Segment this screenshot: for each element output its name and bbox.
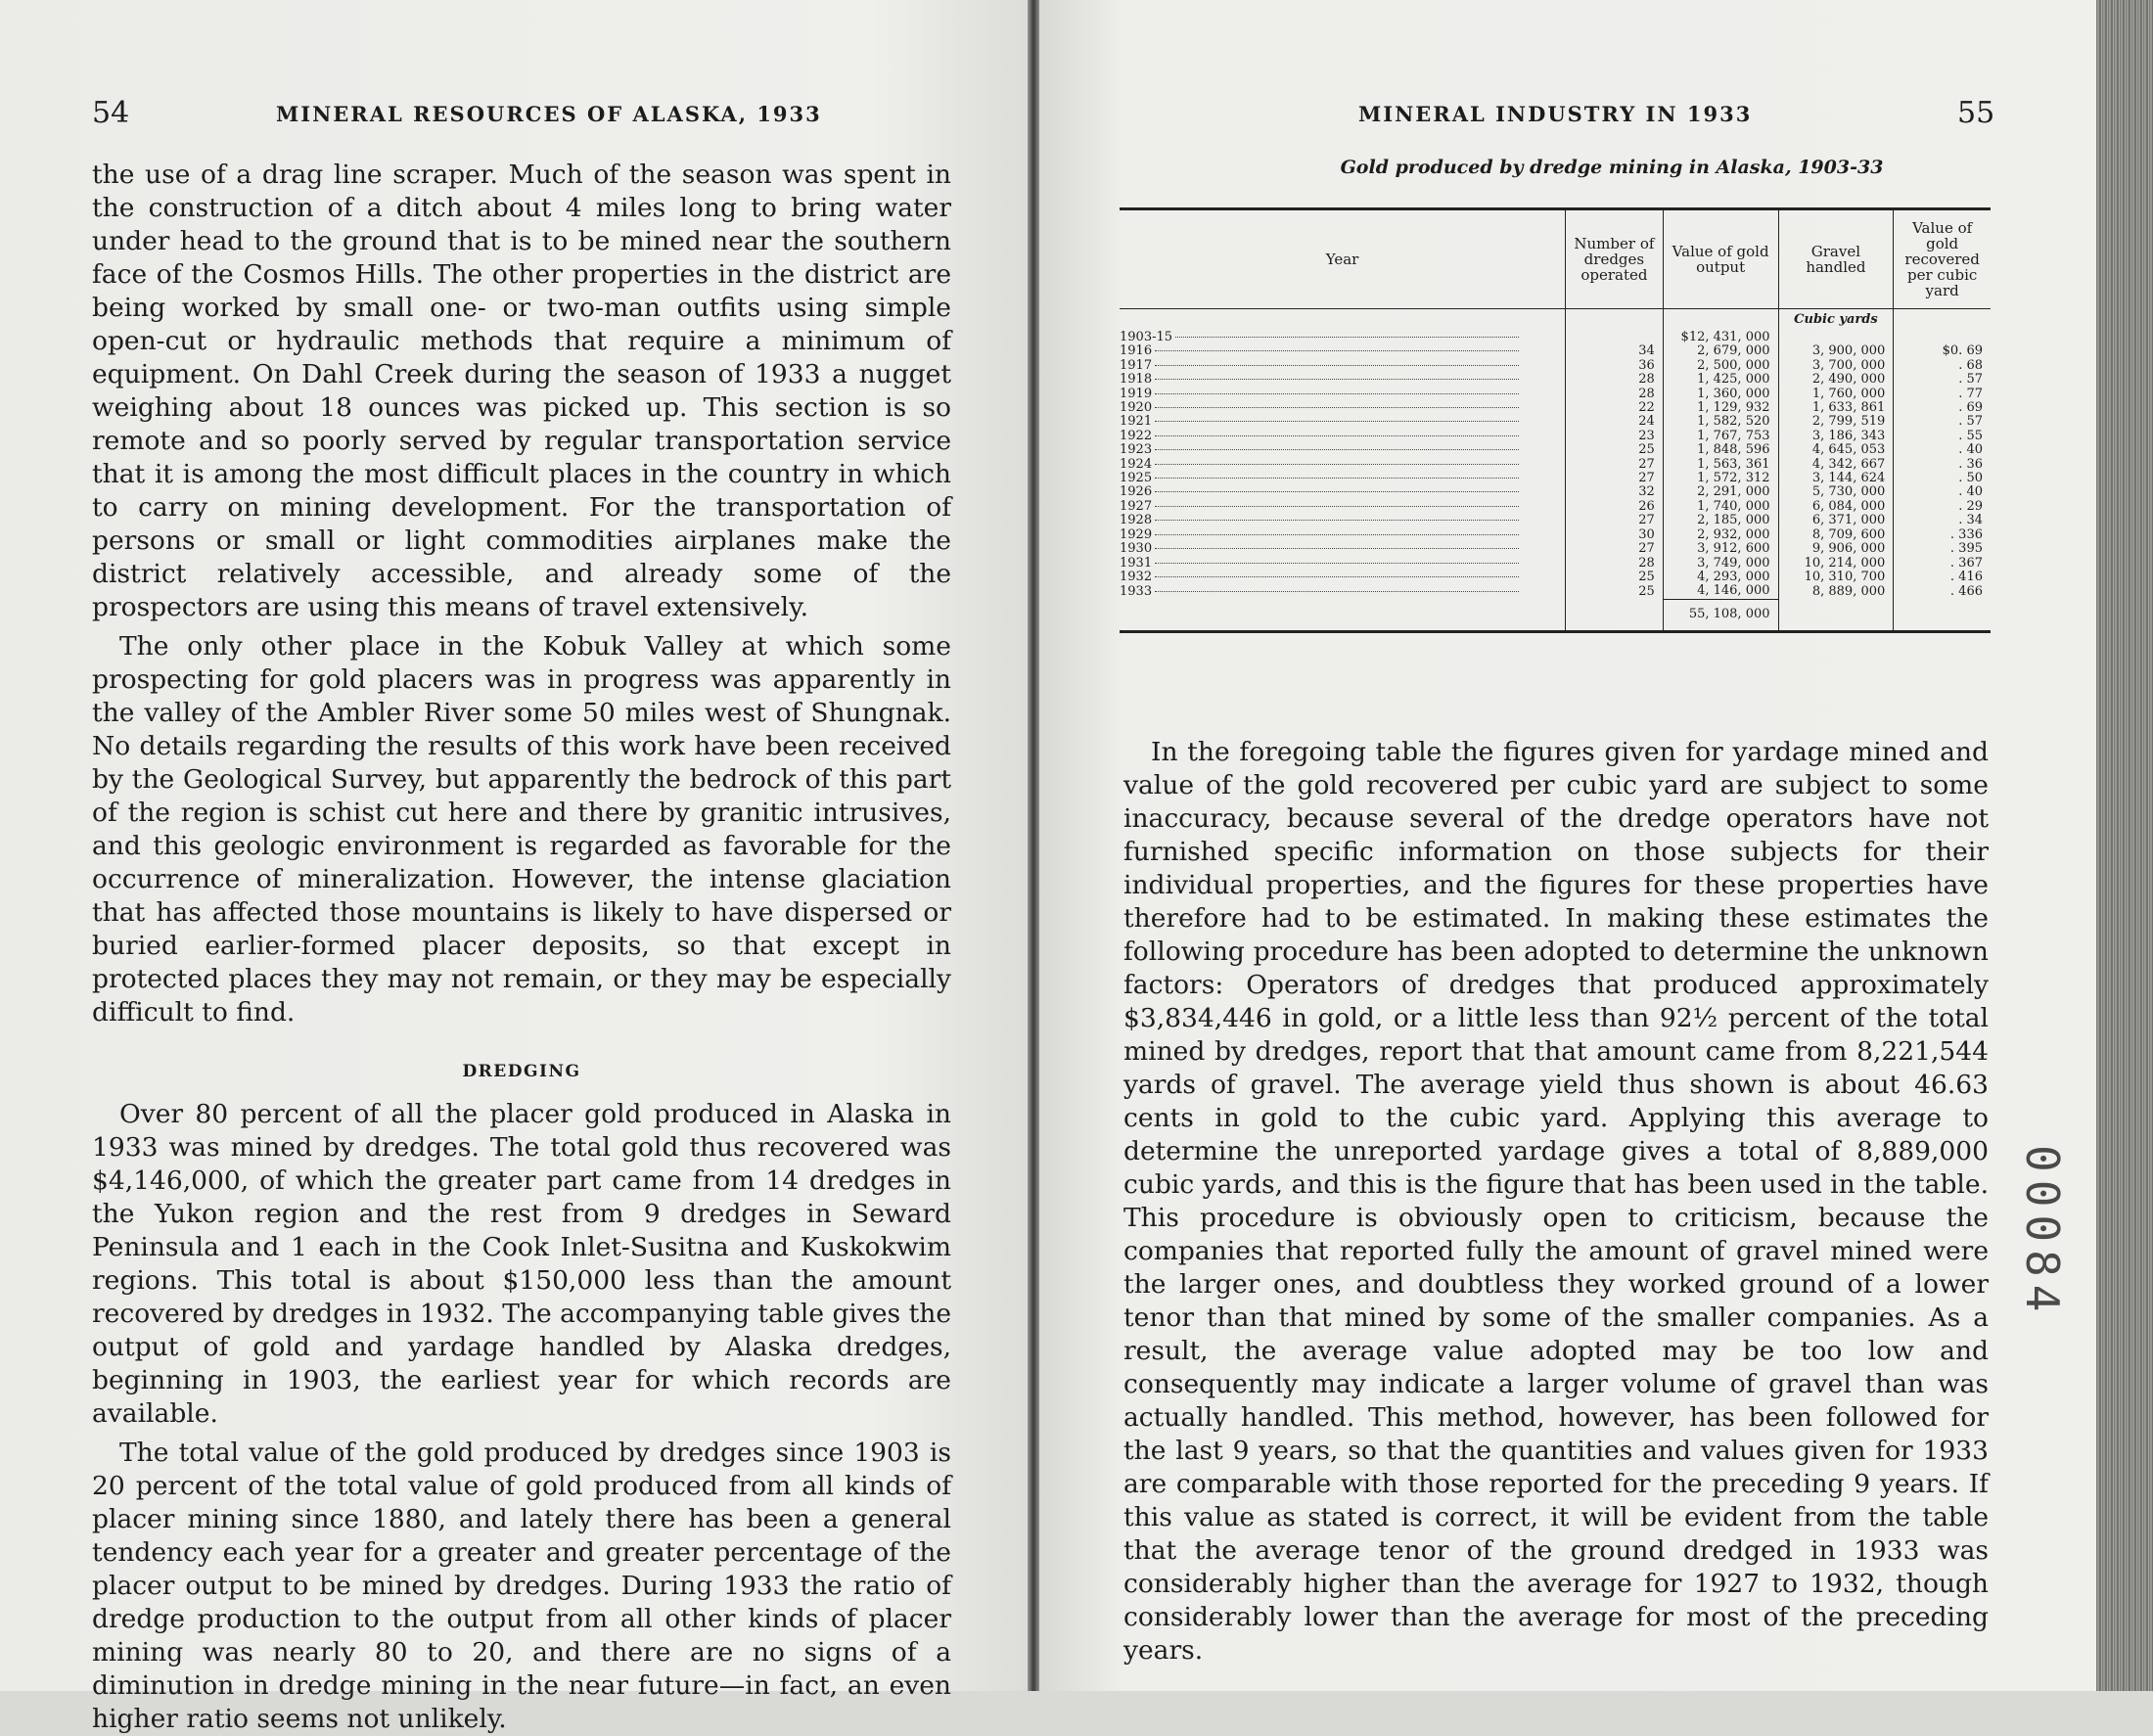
table-row bbox=[1120, 344, 1991, 358]
dot-leader bbox=[1155, 563, 1519, 564]
table-cell: . 69 bbox=[1894, 401, 1991, 415]
table-cell: 2, 490, 000 bbox=[1778, 373, 1894, 387]
table-row bbox=[1120, 584, 1991, 599]
units-cell: Cubic yards bbox=[1778, 309, 1894, 332]
table-cell: 27 bbox=[1566, 514, 1664, 527]
left-page-number: 54 bbox=[92, 96, 130, 130]
gold-dredge-table bbox=[1120, 207, 1991, 633]
table-cell: 1, 633, 861 bbox=[1778, 401, 1894, 415]
table-cell: 1, 425, 000 bbox=[1663, 373, 1778, 387]
table-cell: 22 bbox=[1566, 401, 1664, 415]
table-cell: 1, 767, 753 bbox=[1663, 430, 1778, 443]
table-row bbox=[1120, 443, 1991, 457]
table-row bbox=[1120, 388, 1991, 401]
table-cell: . 50 bbox=[1894, 472, 1991, 485]
table-cell: . 29 bbox=[1894, 500, 1991, 514]
dot-leader bbox=[1155, 506, 1519, 507]
table-cell: 1, 740, 000 bbox=[1663, 500, 1778, 514]
units-row bbox=[1120, 309, 1991, 332]
table-row bbox=[1120, 415, 1991, 429]
right-page-number: 55 bbox=[1957, 96, 1995, 130]
table-row bbox=[1120, 430, 1991, 443]
table-row bbox=[1120, 359, 1991, 373]
table-row bbox=[1120, 373, 1991, 387]
table-cell: 25 bbox=[1566, 571, 1664, 584]
table-cell: 4, 342, 667 bbox=[1778, 458, 1894, 472]
table-cell: 1, 582, 520 bbox=[1663, 415, 1778, 429]
table-cell: 1, 563, 361 bbox=[1663, 458, 1778, 472]
table-cell: 8, 709, 600 bbox=[1778, 528, 1894, 542]
dot-leader bbox=[1155, 435, 1519, 436]
year-cell: 1903-15 bbox=[1120, 331, 1566, 344]
total-value-cell: 55, 108, 000 bbox=[1663, 599, 1778, 632]
col-header-year: Year bbox=[1120, 209, 1566, 309]
year-cell: 1929 bbox=[1120, 528, 1566, 542]
table-cell: 3, 186, 343 bbox=[1778, 430, 1894, 443]
table-cell: 3, 900, 000 bbox=[1778, 344, 1894, 358]
col-header-value: Value of gold output bbox=[1663, 209, 1778, 309]
table-cell bbox=[1566, 599, 1664, 632]
section-heading: DREDGING bbox=[462, 1062, 581, 1081]
table-cell: 23 bbox=[1566, 430, 1664, 443]
table-row bbox=[1120, 500, 1991, 514]
table-cell: 1, 129, 932 bbox=[1663, 401, 1778, 415]
table-cell bbox=[1894, 309, 1991, 332]
dot-leader bbox=[1155, 478, 1519, 479]
dot-leader bbox=[1155, 548, 1519, 549]
col-header-gravel: Gravel handled bbox=[1778, 209, 1894, 309]
table-cell: 34 bbox=[1566, 344, 1664, 358]
table-cell: . 34 bbox=[1894, 514, 1991, 527]
table-cell: 2, 185, 000 bbox=[1663, 514, 1778, 527]
year-cell: 1933 bbox=[1120, 584, 1566, 599]
col-header-dredges: Number of dredges operated bbox=[1566, 209, 1664, 309]
table-row bbox=[1120, 528, 1991, 542]
table-row bbox=[1120, 331, 1991, 344]
year-cell: 1916 bbox=[1120, 344, 1566, 358]
table-cell: . 57 bbox=[1894, 415, 1991, 429]
table-cell: 25 bbox=[1566, 443, 1664, 457]
table-cell: 2, 291, 000 bbox=[1663, 485, 1778, 499]
table-cell: 4, 146, 000 bbox=[1663, 584, 1778, 599]
table-cell: 1, 360, 000 bbox=[1663, 388, 1778, 401]
table-cell: 1, 848, 596 bbox=[1663, 443, 1778, 457]
dot-leader bbox=[1155, 491, 1519, 492]
dot-leader bbox=[1155, 393, 1519, 394]
table-cell bbox=[1778, 331, 1894, 344]
table-cell: 1, 760, 000 bbox=[1778, 388, 1894, 401]
table-header-row bbox=[1120, 209, 1991, 309]
dot-leader bbox=[1155, 407, 1519, 408]
table-cell: . 416 bbox=[1894, 571, 1991, 584]
table-row bbox=[1120, 458, 1991, 472]
dot-leader bbox=[1155, 379, 1519, 380]
table-cell: 10, 214, 000 bbox=[1778, 557, 1894, 571]
dot-leader bbox=[1155, 591, 1519, 592]
table-row bbox=[1120, 571, 1991, 584]
table-cell bbox=[1778, 599, 1894, 632]
table-cell: . 367 bbox=[1894, 557, 1991, 571]
table-cell: . 466 bbox=[1894, 584, 1991, 599]
table-cell: . 55 bbox=[1894, 430, 1991, 443]
dot-leader bbox=[1155, 520, 1519, 521]
table-row bbox=[1120, 542, 1991, 556]
right-running-head: MINERAL INDUSTRY IN 1933 bbox=[1358, 102, 1753, 126]
table-cell: 3, 912, 600 bbox=[1663, 542, 1778, 556]
table-row bbox=[1120, 485, 1991, 499]
table-cell: 27 bbox=[1566, 542, 1664, 556]
year-cell: 1931 bbox=[1120, 557, 1566, 571]
table-cell: 3, 700, 000 bbox=[1778, 359, 1894, 373]
paragraph: The only other place in the Kobuk Valley at which some prospecting for gold placers was in progress was apparently in the valley of the Ambler River some 50 miles west of Shungnak. No details regarding the results of this work have been received by the Geological Survey, but apparently the bedrock of this part of the region is schist cut here and there by granitic intrusives, and this geologic environment is regarded as favorable for the occurrence of mineralization. However, the intense glaciation that has affected those mountains is likely to have dispersed or buried earlier-formed placer deposits, so that except in protected places they may not remain, or they may be especially difficult to find. bbox=[92, 631, 951, 1028]
table-cell: 25 bbox=[1566, 584, 1664, 599]
table-cell: . 57 bbox=[1894, 373, 1991, 387]
table-row bbox=[1120, 557, 1991, 571]
table-cell: 2, 500, 000 bbox=[1663, 359, 1778, 373]
dot-leader bbox=[1155, 350, 1519, 351]
table-cell: . 336 bbox=[1894, 528, 1991, 542]
left-body bbox=[92, 159, 951, 1736]
year-cell: 1918 bbox=[1120, 373, 1566, 387]
margin-stamp: 00084 bbox=[2016, 1145, 2069, 1320]
table-cell: . 68 bbox=[1894, 359, 1991, 373]
left-running-head: MINERAL RESOURCES OF ALASKA, 1933 bbox=[276, 102, 822, 126]
table-cell: 28 bbox=[1566, 557, 1664, 571]
table-row bbox=[1120, 514, 1991, 527]
table-cell: 3, 144, 624 bbox=[1778, 472, 1894, 485]
table-cell: 28 bbox=[1566, 373, 1664, 387]
table-cell: 2, 932, 000 bbox=[1663, 528, 1778, 542]
table-cell: 2, 679, 000 bbox=[1663, 344, 1778, 358]
dot-leader bbox=[1155, 576, 1519, 577]
dot-leader bbox=[1155, 534, 1519, 535]
year-cell: 1921 bbox=[1120, 415, 1566, 429]
paragraph: the use of a drag line scraper. Much of the season was spent in the construction of a ditch about 4 miles long to bring water under head to the ground that is to be mined near the southern face of the Cosmos Hills. The other properties in the district are being worked by small one- or two-man outfits using simple open-cut or hydraulic methods that require a minimum of equipment. On Dahl Creek during the season of 1933 a nugget weighing about 18 ounces was picked up. This section is so remote and so poorly served by regular transportation service that it is among the most difficult places in the country in which to carry on mining development. For the transportation of persons or small or light commodities airplanes make the district relatively accessible, and already some of the prospectors are using this means of travel extensively. bbox=[92, 160, 951, 622]
table-cell: . 395 bbox=[1894, 542, 1991, 556]
paragraph: The total value of the gold produced by dredges since 1903 is 20 percent of the total value of gold produced from all kinds of placer mining since 1880, and lately there has been a general tendency each year for a greater and greater percentage of the placer output to be mined by dredges. During 1933 the ratio of dredge production to the output from all other kinds of placer mining was nearly 80 to 20, and there are no signs of a diminution in dredge mining in the near future—in fact, an even higher ratio seems not unlikely. bbox=[92, 1438, 951, 1734]
year-cell: 1926 bbox=[1120, 485, 1566, 499]
book-gutter bbox=[1028, 0, 1039, 1691]
year-cell: 1920 bbox=[1120, 401, 1566, 415]
year-cell: 1932 bbox=[1120, 571, 1566, 584]
table-cell: 4, 293, 000 bbox=[1663, 571, 1778, 584]
table-cell: 6, 371, 000 bbox=[1778, 514, 1894, 527]
year-cell: 1930 bbox=[1120, 542, 1566, 556]
dot-leader bbox=[1155, 421, 1519, 422]
table-cell: 27 bbox=[1566, 472, 1664, 485]
table-row bbox=[1120, 472, 1991, 485]
table-cell: 3, 749, 000 bbox=[1663, 557, 1778, 571]
table-cell bbox=[1894, 599, 1991, 632]
table-cell: . 40 bbox=[1894, 485, 1991, 499]
table-cell: . 77 bbox=[1894, 388, 1991, 401]
table-row bbox=[1120, 401, 1991, 415]
year-cell: 1925 bbox=[1120, 472, 1566, 485]
table-cell: 5, 730, 000 bbox=[1778, 485, 1894, 499]
right-body bbox=[1123, 736, 1989, 1667]
table-cell: 32 bbox=[1566, 485, 1664, 499]
table-cell bbox=[1566, 309, 1664, 332]
table-cell: 26 bbox=[1566, 500, 1664, 514]
table-cell: 30 bbox=[1566, 528, 1664, 542]
table-cell bbox=[1566, 331, 1664, 344]
year-cell: 1928 bbox=[1120, 514, 1566, 527]
year-cell: 1927 bbox=[1120, 500, 1566, 514]
table-cell: 36 bbox=[1566, 359, 1664, 373]
paragraph: Over 80 percent of all the placer gold produced in Alaska in 1933 was mined by dredges. The total gold thus recovered was $4,146,000, of which the greater part came from 14 dredges in the Yukon region and the rest from 9 dredges in Seward Peninsula and 1 each in the Cook Inlet-Susitna and Kuskokwim regions. This total is about $150,000 less than the amount recovered by dredges in 1932. The accompanying table gives the output of gold and yardage handled by Alaska dredges, beginning in 1903, the earliest year for which records are available. bbox=[92, 1099, 951, 1429]
table-cell: . 36 bbox=[1894, 458, 1991, 472]
year-cell: 1919 bbox=[1120, 388, 1566, 401]
table-cell: 27 bbox=[1566, 458, 1664, 472]
table-cell: 10, 310, 700 bbox=[1778, 571, 1894, 584]
table-cell bbox=[1663, 309, 1778, 332]
dot-leader bbox=[1175, 337, 1519, 338]
table-caption: Gold produced by dredge mining in Alaska, 1903-33 bbox=[1340, 157, 1884, 178]
dot-leader bbox=[1155, 464, 1519, 465]
table-cell: $12, 431, 000 bbox=[1663, 331, 1778, 344]
table-cell: $0. 69 bbox=[1894, 344, 1991, 358]
table-cell: 24 bbox=[1566, 415, 1664, 429]
year-cell: 1917 bbox=[1120, 359, 1566, 373]
table-cell: 28 bbox=[1566, 388, 1664, 401]
total-row bbox=[1120, 599, 1991, 632]
table-cell: 6, 084, 000 bbox=[1778, 500, 1894, 514]
table-cell: 1, 572, 312 bbox=[1663, 472, 1778, 485]
year-cell: 1924 bbox=[1120, 458, 1566, 472]
table-cell bbox=[1894, 331, 1991, 344]
table-cell bbox=[1120, 309, 1566, 332]
table-cell: 4, 645, 053 bbox=[1778, 443, 1894, 457]
table-cell: 8, 889, 000 bbox=[1778, 584, 1894, 599]
left-page bbox=[0, 0, 1028, 1734]
table-cell: 9, 906, 000 bbox=[1778, 542, 1894, 556]
paragraph: In the foregoing table the figures given for yardage mined and value of the gold recovered per cubic yard are subject to some inaccuracy, because several of the dredge operators have not furnished specific information on those subjects for their individual properties, and the figures for these properties have therefore had to be estimated. In making these estimates the following procedure has been adopted to determine the unknown factors: Operators of dredges that produced approximately $3,834,446 in gold, or a little less than 92½ percent of the total mined by dredges, report that that amount came from 8,221,544 yards of gravel. The average yield thus shown is about 46.63 cents in gold to the cubic yard. Applying this average to determine the unreported yardage gives a total of 8,889,000 cubic yards, and this is the figure that has been used in the table. This procedure is obviously open to criticism, because the companies that reported fully the amount of gravel mined were the larger ones, and doubtless they worked ground of a lower tenor than that mined by some of the smaller companies. As a result, the average value adopted may be too low and consequently may indicate a larger volume of gravel than was actually handled. This method, however, has been followed for the last 9 years, so that the quantities and values given for 1933 are comparable with those reported for the preceding 9 years. If this value as stated is correct, it will be evident from the table that the average tenor of the ground dredged in 1933 was considerably higher than the average for 1927 to 1932, though considerably lower than the average for most of the preceding years. bbox=[1123, 737, 1989, 1666]
table-cell: . 40 bbox=[1894, 443, 1991, 457]
table-body bbox=[1120, 309, 1991, 600]
year-cell: 1922 bbox=[1120, 430, 1566, 443]
dot-leader bbox=[1155, 365, 1519, 366]
dot-leader bbox=[1155, 449, 1519, 450]
table-cell bbox=[1120, 599, 1566, 632]
table-cell: 2, 799, 519 bbox=[1778, 415, 1894, 429]
year-cell: 1923 bbox=[1120, 443, 1566, 457]
page-edges bbox=[2096, 0, 2153, 1691]
col-header-per-yard: Value of gold recovered per cubic yard bbox=[1894, 209, 1991, 309]
